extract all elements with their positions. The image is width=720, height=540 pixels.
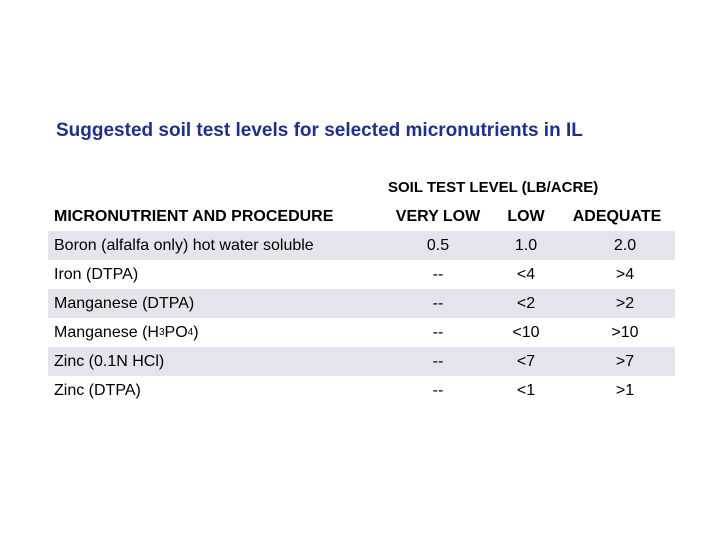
- cell-low: <1: [516, 381, 536, 399]
- cell-adequate: >7: [615, 352, 635, 370]
- cell-low: <4: [516, 265, 536, 283]
- page-title: Suggested soil test levels for selected micronutrients in IL: [56, 120, 583, 141]
- cell-very-low: --: [432, 323, 444, 341]
- table-row-iron: [48, 260, 675, 289]
- column-header-very-low: VERY LOW: [395, 207, 481, 225]
- table-row-boron: [48, 231, 675, 260]
- row-name: Zinc (DTPA): [54, 381, 141, 399]
- cell-low: <10: [512, 323, 540, 341]
- cell-very-low: --: [432, 265, 444, 283]
- cell-low: <7: [516, 352, 536, 370]
- cell-adequate: >10: [611, 323, 639, 341]
- cell-very-low: --: [432, 381, 444, 399]
- cell-very-low: --: [432, 294, 444, 312]
- cell-adequate: >4: [615, 265, 635, 283]
- cell-very-low: --: [432, 352, 444, 370]
- cell-low: 1.0: [514, 236, 538, 254]
- table-row-zinc-hcl: [48, 347, 675, 376]
- column-header-adequate: ADEQUATE: [572, 207, 662, 225]
- row-name: Zinc (0.1N HCl): [54, 352, 165, 370]
- cell-low: <2: [516, 294, 536, 312]
- table-header-row: [48, 202, 675, 231]
- table-row-zinc-dtpa: [48, 376, 675, 405]
- cell-very-low: 0.5: [426, 236, 450, 254]
- column-header-low: LOW: [507, 207, 545, 225]
- column-header-procedure: MICRONUTRIENT AND PROCEDURE: [54, 207, 334, 225]
- cell-adequate: 2.0: [613, 236, 637, 254]
- cell-adequate: >1: [615, 381, 635, 399]
- micronutrient-table: [48, 202, 675, 405]
- table-row-manganese-dtpa: [48, 289, 675, 318]
- table-row-manganese-h3po4: [48, 318, 675, 347]
- cell-adequate: >2: [615, 294, 635, 312]
- row-name: Boron (alfalfa only) hot water soluble: [54, 236, 314, 254]
- row-name: Iron (DTPA): [54, 265, 139, 283]
- row-name: Manganese (H 3 PO 4 ): [54, 323, 199, 341]
- row-name: Manganese (DTPA): [54, 294, 195, 312]
- soil-test-level-header: SOIL TEST LEVEL (LB/ACRE): [388, 179, 599, 196]
